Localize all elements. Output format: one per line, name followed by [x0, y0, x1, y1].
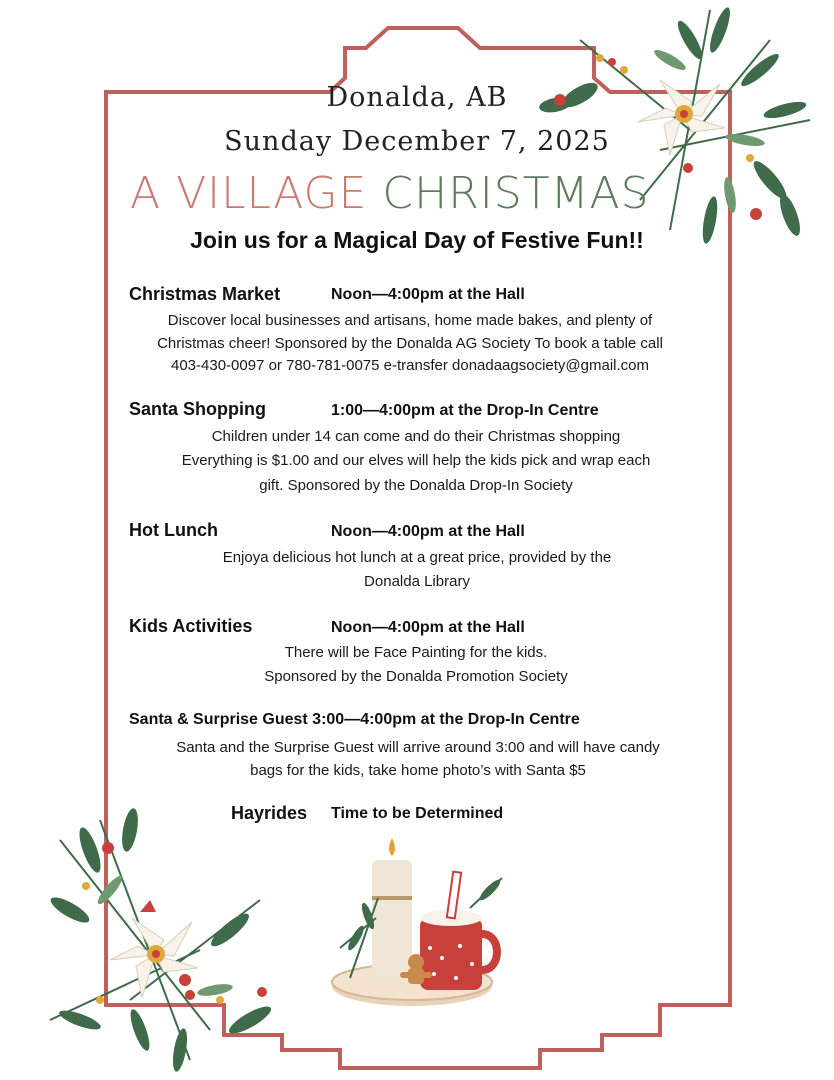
tagline: Join us for a Magical Day of Festive Fun!! [190, 227, 644, 253]
event-name-kids-activities: Kids Activities [129, 616, 253, 636]
event-description-line: Santa and the Surprise Guest will arrive around 3:00 and will have candy [176, 739, 660, 756]
event-description-line: Donalda Library [364, 573, 470, 590]
event-name-hot-lunch: Hot Lunch [129, 520, 218, 540]
page-title [130, 168, 670, 219]
pine-poinsettia-icon [40, 800, 320, 1080]
event-time: 3:00—4:00pm at the Drop-In Centre [312, 711, 580, 728]
date-heading: Sunday December 7, 2025 [224, 126, 610, 157]
event-name-christmas-market: Christmas Market [129, 284, 281, 304]
event-name-hayrides: Hayrides [231, 803, 308, 823]
event-description-line: Sponsored by the Donalda Promotion Society [264, 668, 568, 685]
event-description-line: 403-430-0097 or 780-781-0075 e-transfer donadaagsociety@gmail.com [170, 357, 650, 374]
event-time: 1:00—4:00pm at the Drop-In Centre [331, 402, 599, 419]
event-description-line: Children under 14 can come and do their Christmas shopping [211, 428, 621, 445]
event-time: Time to be Determined [331, 805, 504, 822]
event-description-line: Enjoya delicious hot lunch at a great price, provided by the [222, 549, 612, 566]
event-time: Noon—4:00pm at the Hall [331, 523, 525, 540]
event-time: Noon—4:00pm at the Hall [331, 619, 525, 636]
location-heading: Donalda, AB [326, 82, 508, 113]
event-name-santa-shopping: Santa Shopping [129, 399, 266, 419]
title-word-village: A VILLAGE [130, 168, 368, 219]
event-description-line: Christmas cheer! Sponsored by the Donalda AG Society To book a table call [157, 335, 663, 352]
event-description-line: Everything is $1.00 and our elves will help the kids pick and wrap each [181, 452, 651, 469]
candle-cocoa-icon [330, 838, 510, 1018]
event-description-line: bags for the kids, take home photo’s with Santa $5 [250, 762, 586, 779]
event-heading-santa-surprise [129, 711, 580, 729]
event-description-line: There will be Face Painting for the kids. [284, 644, 548, 661]
event-time: Noon—4:00pm at the Hall [331, 286, 525, 303]
event-description-line: Discover local businesses and artisans, home made bakes, and plenty of [167, 312, 653, 329]
title-word-christmas: CHRISTMAS [382, 168, 650, 219]
event-description-line: gift. Sponsored by the Donalda Drop-In Society [259, 477, 573, 494]
event-name-santa-surprise-guest: Santa & Surprise Guest [129, 711, 308, 728]
